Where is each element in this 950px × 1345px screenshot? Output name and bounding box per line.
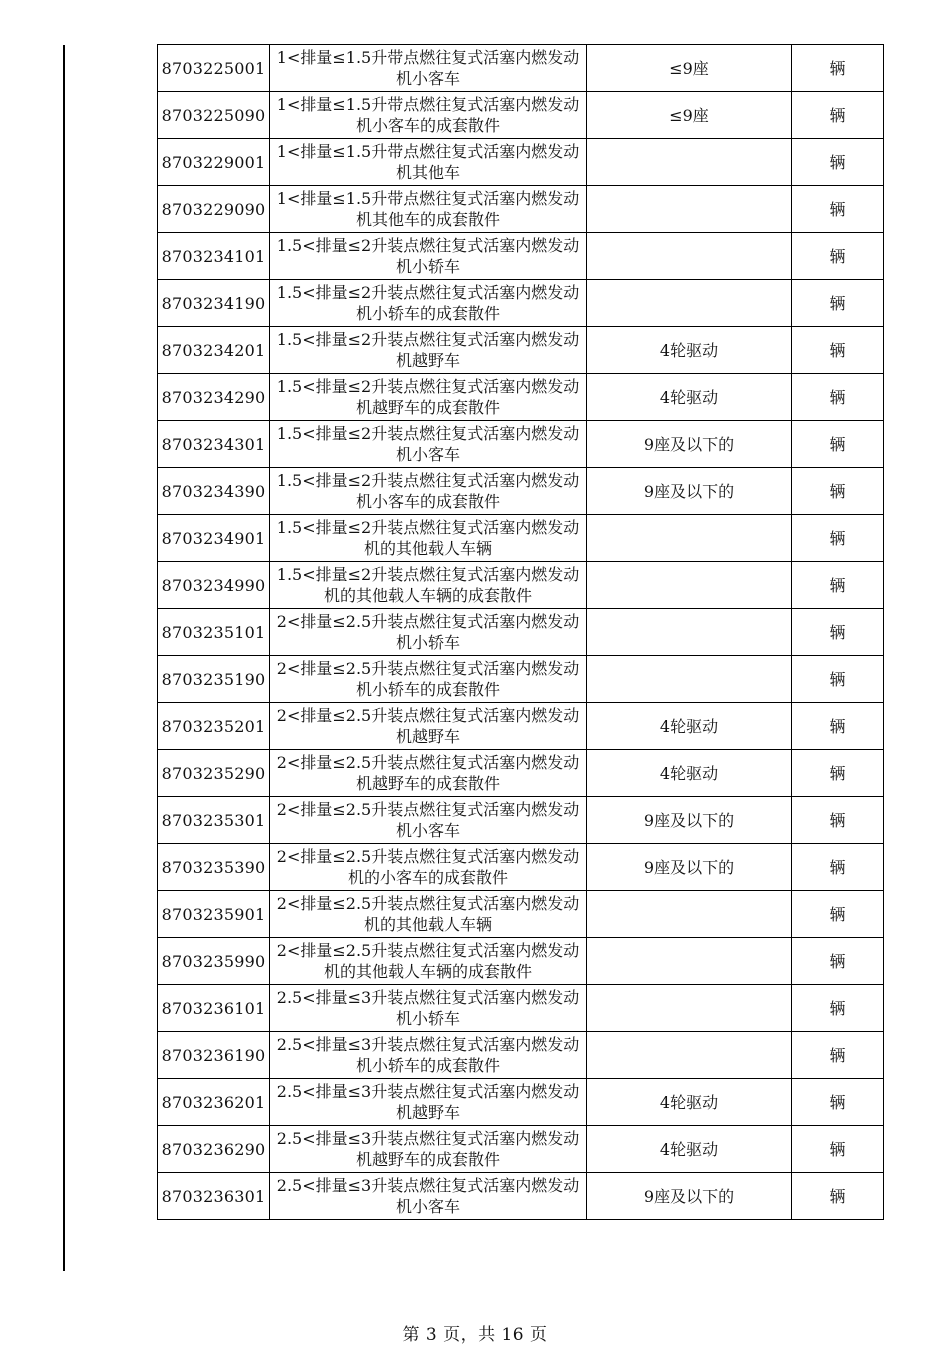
unit-cell: 辆 <box>792 233 884 280</box>
goods-description-cell: 1<排量≤1.5升带点燃往复式活塞内燃发动机其他车 <box>270 139 587 186</box>
goods-description-cell: 1.5<排量≤2升装点燃往复式活塞内燃发动机的其他载人车辆的成套散件 <box>270 562 587 609</box>
goods-description-cell: 2<排量≤2.5升装点燃往复式活塞内燃发动机小轿车的成套散件 <box>270 656 587 703</box>
table-row <box>158 985 884 1032</box>
table-row <box>158 797 884 844</box>
goods-description-cell: 1.5<排量≤2升装点燃往复式活塞内燃发动机的其他载人车辆 <box>270 515 587 562</box>
tariff-code-cell: 8703236101 <box>158 985 270 1032</box>
unit-cell: 辆 <box>792 1079 884 1126</box>
unit-cell: 辆 <box>792 139 884 186</box>
goods-description-cell: 2.5<排量≤3升装点燃往复式活塞内燃发动机小轿车的成套散件 <box>270 1032 587 1079</box>
table-row <box>158 1032 884 1079</box>
tariff-code-cell: 8703236201 <box>158 1079 270 1126</box>
unit-cell: 辆 <box>792 891 884 938</box>
table-row <box>158 374 884 421</box>
remark-cell <box>587 656 792 703</box>
unit-cell: 辆 <box>792 468 884 515</box>
table-row <box>158 280 884 327</box>
goods-description-cell: 2<排量≤2.5升装点燃往复式活塞内燃发动机的其他载人车辆的成套散件 <box>270 938 587 985</box>
table-row <box>158 609 884 656</box>
tariff-code-cell: 8703236301 <box>158 1173 270 1220</box>
tariff-code-cell: 8703235101 <box>158 609 270 656</box>
table-row <box>158 233 884 280</box>
remark-cell: ≤9座 <box>587 45 792 92</box>
tariff-code-cell: 8703234290 <box>158 374 270 421</box>
unit-cell: 辆 <box>792 844 884 891</box>
remark-cell <box>587 562 792 609</box>
unit-cell: 辆 <box>792 609 884 656</box>
tariff-code-cell: 8703225001 <box>158 45 270 92</box>
left-margin-rule <box>63 45 65 1271</box>
tariff-code-table <box>157 44 884 1220</box>
unit-cell: 辆 <box>792 750 884 797</box>
table-row <box>158 186 884 233</box>
goods-description-cell: 2<排量≤2.5升装点燃往复式活塞内燃发动机越野车的成套散件 <box>270 750 587 797</box>
table-row <box>158 45 884 92</box>
tariff-code-cell: 8703235190 <box>158 656 270 703</box>
remark-cell: 9座及以下的 <box>587 797 792 844</box>
remark-cell <box>587 139 792 186</box>
table-row <box>158 1173 884 1220</box>
remark-cell <box>587 891 792 938</box>
tariff-code-cell: 8703234390 <box>158 468 270 515</box>
goods-description-cell: 1.5<排量≤2升装点燃往复式活塞内燃发动机小轿车 <box>270 233 587 280</box>
remark-cell <box>587 515 792 562</box>
table-row <box>158 562 884 609</box>
table-row <box>158 656 884 703</box>
goods-description-cell: 2<排量≤2.5升装点燃往复式活塞内燃发动机的小客车的成套散件 <box>270 844 587 891</box>
tariff-code-cell: 8703236190 <box>158 1032 270 1079</box>
goods-description-cell: 1<排量≤1.5升带点燃往复式活塞内燃发动机小客车的成套散件 <box>270 92 587 139</box>
remark-cell: 4轮驱动 <box>587 1126 792 1173</box>
goods-description-cell: 1.5<排量≤2升装点燃往复式活塞内燃发动机小客车的成套散件 <box>270 468 587 515</box>
unit-cell: 辆 <box>792 186 884 233</box>
tariff-code-cell: 8703234201 <box>158 327 270 374</box>
tariff-code-cell: 8703234901 <box>158 515 270 562</box>
remark-cell: 4轮驱动 <box>587 327 792 374</box>
table-row <box>158 92 884 139</box>
table-row <box>158 1126 884 1173</box>
goods-description-cell: 2<排量≤2.5升装点燃往复式活塞内燃发动机小轿车 <box>270 609 587 656</box>
unit-cell: 辆 <box>792 656 884 703</box>
tariff-code-cell: 8703234301 <box>158 421 270 468</box>
goods-description-cell: 1.5<排量≤2升装点燃往复式活塞内燃发动机越野车的成套散件 <box>270 374 587 421</box>
page-footer: 第 3 页，共 16 页 <box>402 1325 548 1345</box>
tariff-code-cell: 8703229090 <box>158 186 270 233</box>
remark-cell: 4轮驱动 <box>587 374 792 421</box>
remark-cell: 4轮驱动 <box>587 703 792 750</box>
table-row <box>158 1079 884 1126</box>
remark-cell <box>587 938 792 985</box>
unit-cell: 辆 <box>792 1126 884 1173</box>
tariff-code-cell: 8703229001 <box>158 139 270 186</box>
table-row <box>158 703 884 750</box>
remark-cell <box>587 1032 792 1079</box>
goods-description-cell: 2<排量≤2.5升装点燃往复式活塞内燃发动机的其他载人车辆 <box>270 891 587 938</box>
goods-description-cell: 1<排量≤1.5升带点燃往复式活塞内燃发动机小客车 <box>270 45 587 92</box>
goods-description-cell: 1.5<排量≤2升装点燃往复式活塞内燃发动机小轿车的成套散件 <box>270 280 587 327</box>
goods-description-cell: 2.5<排量≤3升装点燃往复式活塞内燃发动机越野车的成套散件 <box>270 1126 587 1173</box>
table-row <box>158 421 884 468</box>
unit-cell: 辆 <box>792 421 884 468</box>
unit-cell: 辆 <box>792 938 884 985</box>
goods-description-cell: 1<排量≤1.5升带点燃往复式活塞内燃发动机其他车的成套散件 <box>270 186 587 233</box>
remark-cell: 4轮驱动 <box>587 750 792 797</box>
tariff-code-cell: 8703225090 <box>158 92 270 139</box>
tariff-code-cell: 8703234990 <box>158 562 270 609</box>
goods-description-cell: 1.5<排量≤2升装点燃往复式活塞内燃发动机小客车 <box>270 421 587 468</box>
goods-description-cell: 1.5<排量≤2升装点燃往复式活塞内燃发动机越野车 <box>270 327 587 374</box>
goods-description-cell: 2.5<排量≤3升装点燃往复式活塞内燃发动机小轿车 <box>270 985 587 1032</box>
unit-cell: 辆 <box>792 985 884 1032</box>
remark-cell: ≤9座 <box>587 92 792 139</box>
remark-cell: 9座及以下的 <box>587 421 792 468</box>
goods-description-cell: 2<排量≤2.5升装点燃往复式活塞内燃发动机小客车 <box>270 797 587 844</box>
remark-cell: 9座及以下的 <box>587 1173 792 1220</box>
table-row <box>158 891 884 938</box>
tariff-code-cell: 8703234190 <box>158 280 270 327</box>
unit-cell: 辆 <box>792 374 884 421</box>
remark-cell <box>587 609 792 656</box>
tariff-code-cell: 8703235901 <box>158 891 270 938</box>
table-row <box>158 327 884 374</box>
remark-cell <box>587 233 792 280</box>
unit-cell: 辆 <box>792 280 884 327</box>
table-row <box>158 468 884 515</box>
tariff-code-cell: 8703235301 <box>158 797 270 844</box>
unit-cell: 辆 <box>792 1173 884 1220</box>
table-row <box>158 750 884 797</box>
unit-cell: 辆 <box>792 515 884 562</box>
unit-cell: 辆 <box>792 797 884 844</box>
remark-cell <box>587 985 792 1032</box>
unit-cell: 辆 <box>792 703 884 750</box>
unit-cell: 辆 <box>792 562 884 609</box>
remark-cell: 9座及以下的 <box>587 468 792 515</box>
remark-cell: 9座及以下的 <box>587 844 792 891</box>
goods-description-cell: 2<排量≤2.5升装点燃往复式活塞内燃发动机越野车 <box>270 703 587 750</box>
unit-cell: 辆 <box>792 1032 884 1079</box>
remark-cell: 4轮驱动 <box>587 1079 792 1126</box>
tariff-code-cell: 8703234101 <box>158 233 270 280</box>
tariff-code-cell: 8703235390 <box>158 844 270 891</box>
tariff-code-cell: 8703235990 <box>158 938 270 985</box>
tariff-code-cell: 8703236290 <box>158 1126 270 1173</box>
remark-cell <box>587 186 792 233</box>
tariff-code-cell: 8703235290 <box>158 750 270 797</box>
tariff-code-cell: 8703235201 <box>158 703 270 750</box>
table-row <box>158 515 884 562</box>
table-row <box>158 139 884 186</box>
table-row <box>158 844 884 891</box>
unit-cell: 辆 <box>792 92 884 139</box>
goods-description-cell: 2.5<排量≤3升装点燃往复式活塞内燃发动机越野车 <box>270 1079 587 1126</box>
unit-cell: 辆 <box>792 45 884 92</box>
table-row <box>158 938 884 985</box>
unit-cell: 辆 <box>792 327 884 374</box>
tariff-table-body <box>158 45 884 1220</box>
goods-description-cell: 2.5<排量≤3升装点燃往复式活塞内燃发动机小客车 <box>270 1173 587 1220</box>
remark-cell <box>587 280 792 327</box>
